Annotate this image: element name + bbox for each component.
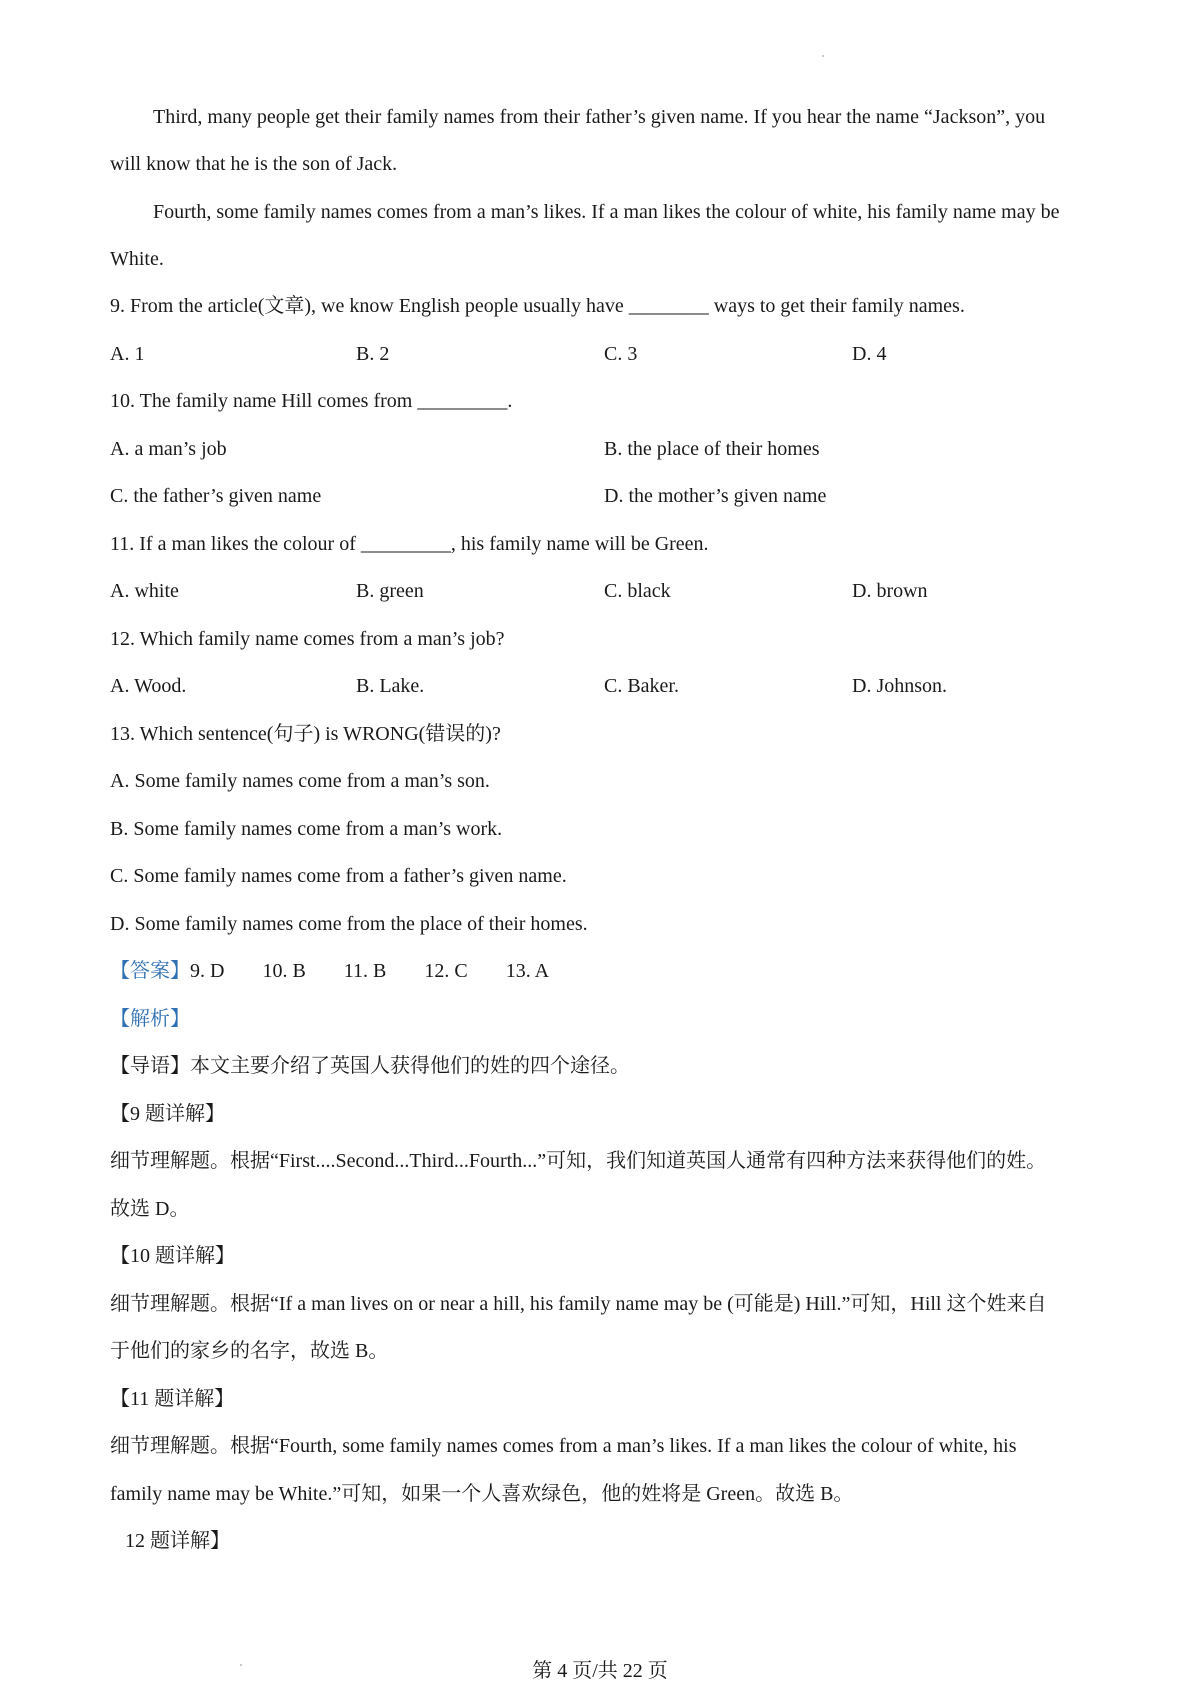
question-12-option-c: C. Baker. <box>604 675 679 697</box>
detail-11-line: 细节理解题。根据“Fourth, some family names comes from a man’s likes. If a man likes the colour of white, his <box>110 1435 1017 1457</box>
question-11-option-c: C. black <box>604 580 671 602</box>
detail-9-line: 故选 D。 <box>110 1198 190 1220</box>
question-12-option-b: B. Lake. <box>356 675 425 697</box>
question-9-option-c: C. 3 <box>604 343 638 365</box>
question-13-option-d: D. Some family names come from the place of their homes. <box>110 913 588 935</box>
answer-item: 12. C <box>424 960 468 982</box>
question-11-option-b: B. green <box>356 580 424 602</box>
question-13-option-c: C. Some family names come from a father’s given name. <box>110 865 567 887</box>
passage-line: Fourth, some family names comes from a man’s likes. If a man likes the colour of white, his family name may be <box>153 201 1060 223</box>
question-10-stem: 10. The family name Hill comes from _________. <box>110 390 513 412</box>
detail-11-line: family name may be White.”可知，如果一个人喜欢绿色，他的姓将是 Green。故选 B。 <box>110 1483 854 1505</box>
question-10-option-c: C. the father’s given name <box>110 485 322 507</box>
question-13-option-a: A. Some family names come from a man’s son. <box>110 770 490 792</box>
question-9-option-b: B. 2 <box>356 343 390 365</box>
question-9-option-d: D. 4 <box>852 343 887 365</box>
question-12-option-a: A. Wood. <box>110 675 187 697</box>
passage-line: will know that he is the son of Jack. <box>110 153 398 175</box>
passage-line: Third, many people get their family names from their father’s given name. If you hear the name “Jackson”, you <box>153 106 1046 128</box>
question-10-option-a: A. a man’s job <box>110 438 227 460</box>
detail-11-title: 【11 题详解】 <box>110 1388 235 1410</box>
detail-9-title: 【9 题详解】 <box>110 1103 225 1125</box>
question-9-stem: 9. From the article(文章), we know English people usually have ________ ways to get their family names. <box>110 295 965 317</box>
scan-dot <box>822 55 824 57</box>
question-11-stem: 11. If a man likes the colour of _________, his family name will be Green. <box>110 533 709 555</box>
answer-item: 10. B <box>262 960 306 982</box>
detail-9-line: 细节理解题。根据“First....Second...Third...Fourth...”可知，我们知道英国人通常有四种方法来获得他们的姓。 <box>110 1150 1047 1172</box>
answer-item: 11. B <box>343 960 387 982</box>
passage-line: White. <box>110 248 164 270</box>
question-10-option-d: D. the mother’s given name <box>604 485 827 507</box>
answer-key <box>110 958 549 984</box>
guide-text: 【导语】本文主要介绍了英国人获得他们的姓的四个途径。 <box>110 1055 630 1077</box>
question-12-option-d: D. Johnson. <box>852 675 948 697</box>
page-footer: 第 4 页/共 22 页 <box>532 1660 668 1682</box>
question-9-option-a: A. 1 <box>110 343 145 365</box>
question-11-option-d: D. brown <box>852 580 928 602</box>
question-11-option-a: A. white <box>110 580 179 602</box>
answer-item: 13. A <box>505 960 550 982</box>
analysis-label: 【解析】 <box>110 1008 190 1030</box>
answer-item: 9. D <box>190 960 225 982</box>
detail-10-line: 细节理解题。根据“If a man lives on or near a hill, his family name may be (可能是) Hill.”可知，Hill 这个姓来自 <box>110 1293 1047 1315</box>
question-10-option-b: B. the place of their homes <box>604 438 820 460</box>
detail-12-title: 12 题详解】 <box>125 1530 230 1552</box>
detail-10-title: 【10 题详解】 <box>110 1245 235 1267</box>
detail-10-line: 于他们的家乡的名字，故选 B。 <box>110 1340 389 1362</box>
question-12-stem: 12. Which family name comes from a man’s job? <box>110 628 505 650</box>
question-13-stem: 13. Which sentence(句子) is WRONG(错误的)? <box>110 723 501 745</box>
question-13-option-b: B. Some family names come from a man’s work. <box>110 818 503 840</box>
answer-label: 【答案】 <box>110 960 190 982</box>
